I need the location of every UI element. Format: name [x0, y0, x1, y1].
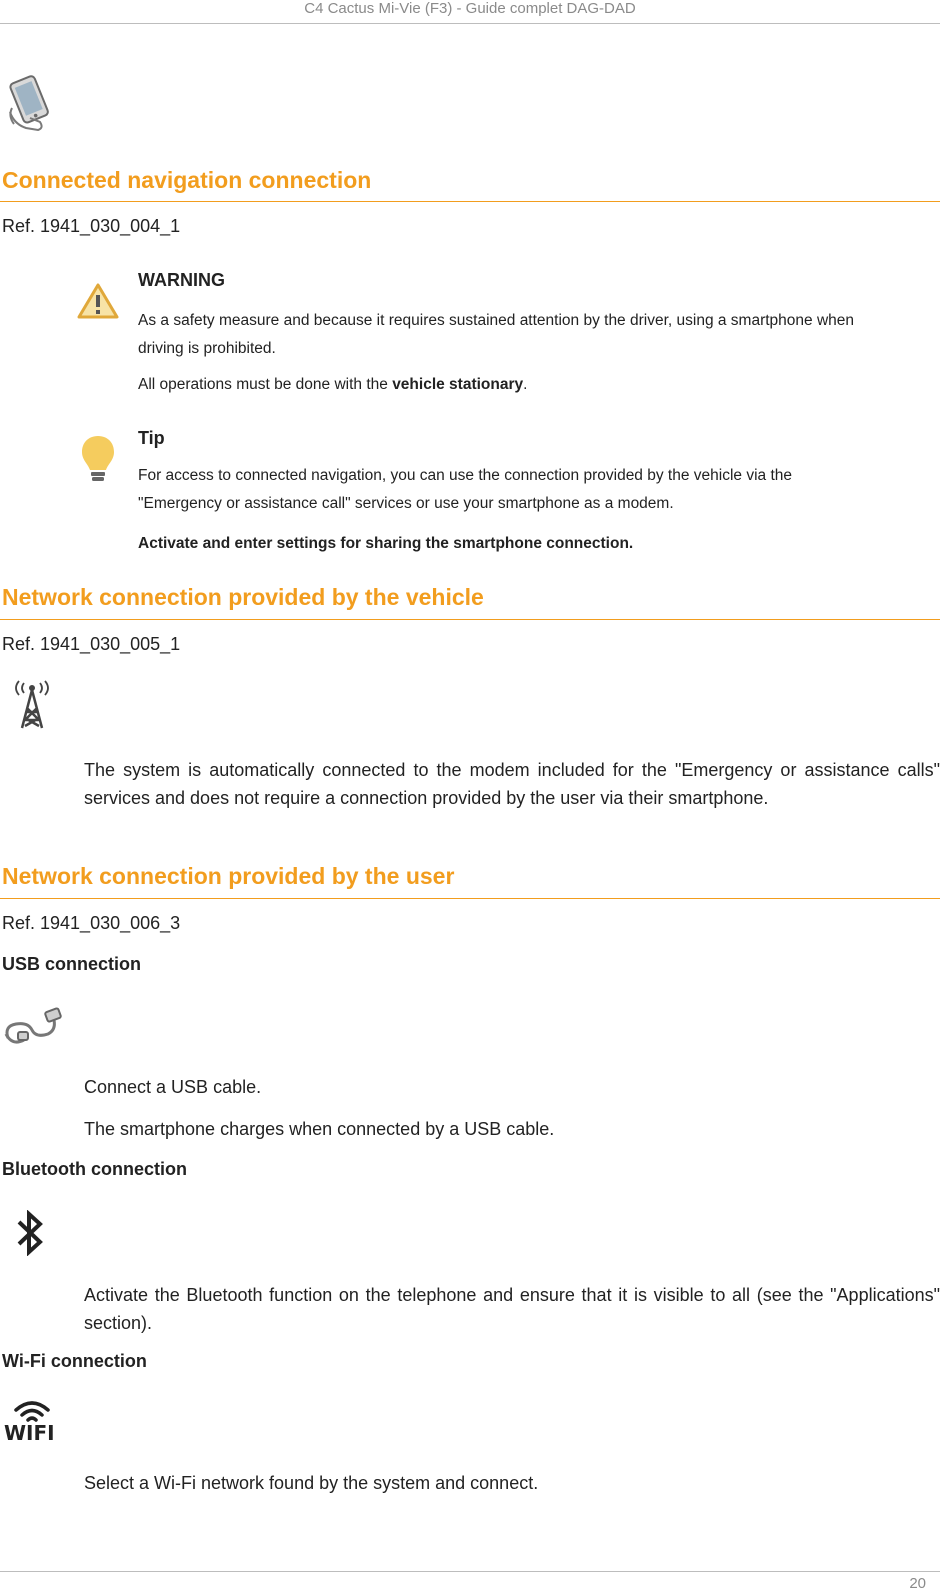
lightbulb-icon [80, 434, 116, 484]
bluetooth-text: Activate the Bluetooth function on the telephone and ensure that it is visible to all (see the "Applications" section). [84, 1285, 940, 1333]
wifi-connection-heading: Wi-Fi connection [2, 1351, 147, 1371]
usb-text-charges: The smartphone charges when connected by a USB cable. [84, 1119, 555, 1139]
section-rule [0, 619, 940, 620]
bluetooth-connection-heading: Bluetooth connection [2, 1159, 187, 1179]
section-title-connected-navigation: Connected navigation connection [2, 167, 372, 193]
smartphone-hand-icon [4, 72, 58, 136]
page-header-title: C4 Cactus Mi-Vie (F3) - Guide complet DAG-DAD [304, 0, 636, 17]
wifi-icon-label: WIFI [4, 1421, 55, 1445]
ref-code: Ref. 1941_030_005_1 [2, 634, 181, 654]
section-rule [0, 201, 940, 202]
usb-text-connect: Connect a USB cable. [84, 1077, 262, 1097]
warning-text: As a safety measure and because it requires sustained attention by the driver, using a smartphone when driving is prohibited. [138, 312, 855, 357]
bluetooth-icon [16, 1210, 44, 1256]
footer-divider [0, 1571, 940, 1572]
warning-title: WARNING [138, 270, 225, 290]
ref-code: Ref. 1941_030_004_1 [2, 216, 181, 236]
warning-text-stationary: All operations must be done with the vehicle stationary. [138, 376, 528, 393]
usb-cable-icon [2, 1004, 62, 1048]
section-title-vehicle-network: Network connection provided by the vehicle [2, 584, 484, 610]
tip-text: For access to connected navigation, you can use the connection provided by the vehicle via the "Emergency or assistance call" services or use your smartphone as a modem. [138, 467, 792, 512]
wifi-text: Select a Wi-Fi network found by the system and connect. [84, 1473, 539, 1493]
usb-connection-heading: USB connection [2, 954, 142, 974]
tip-text-activate: Activate and enter settings for sharing the smartphone connection. [138, 535, 634, 552]
header-divider [0, 23, 940, 24]
section-rule [0, 898, 940, 899]
ref-code: Ref. 1941_030_006_3 [2, 913, 181, 933]
vehicle-network-text: The system is automatically connected to the modem included for the "Emergency or assistance calls" services and does not require a connection provided by the user via their smartphone. [84, 760, 940, 808]
section-title-user-network: Network connection provided by the user [2, 863, 455, 889]
antenna-tower-icon [12, 680, 52, 730]
warning-icon [76, 282, 120, 320]
wifi-icon [4, 1396, 60, 1443]
page-number: 20 [909, 1575, 926, 1592]
emphasis-vehicle-stationary: vehicle stationary [392, 376, 524, 393]
tip-title: Tip [138, 428, 165, 448]
